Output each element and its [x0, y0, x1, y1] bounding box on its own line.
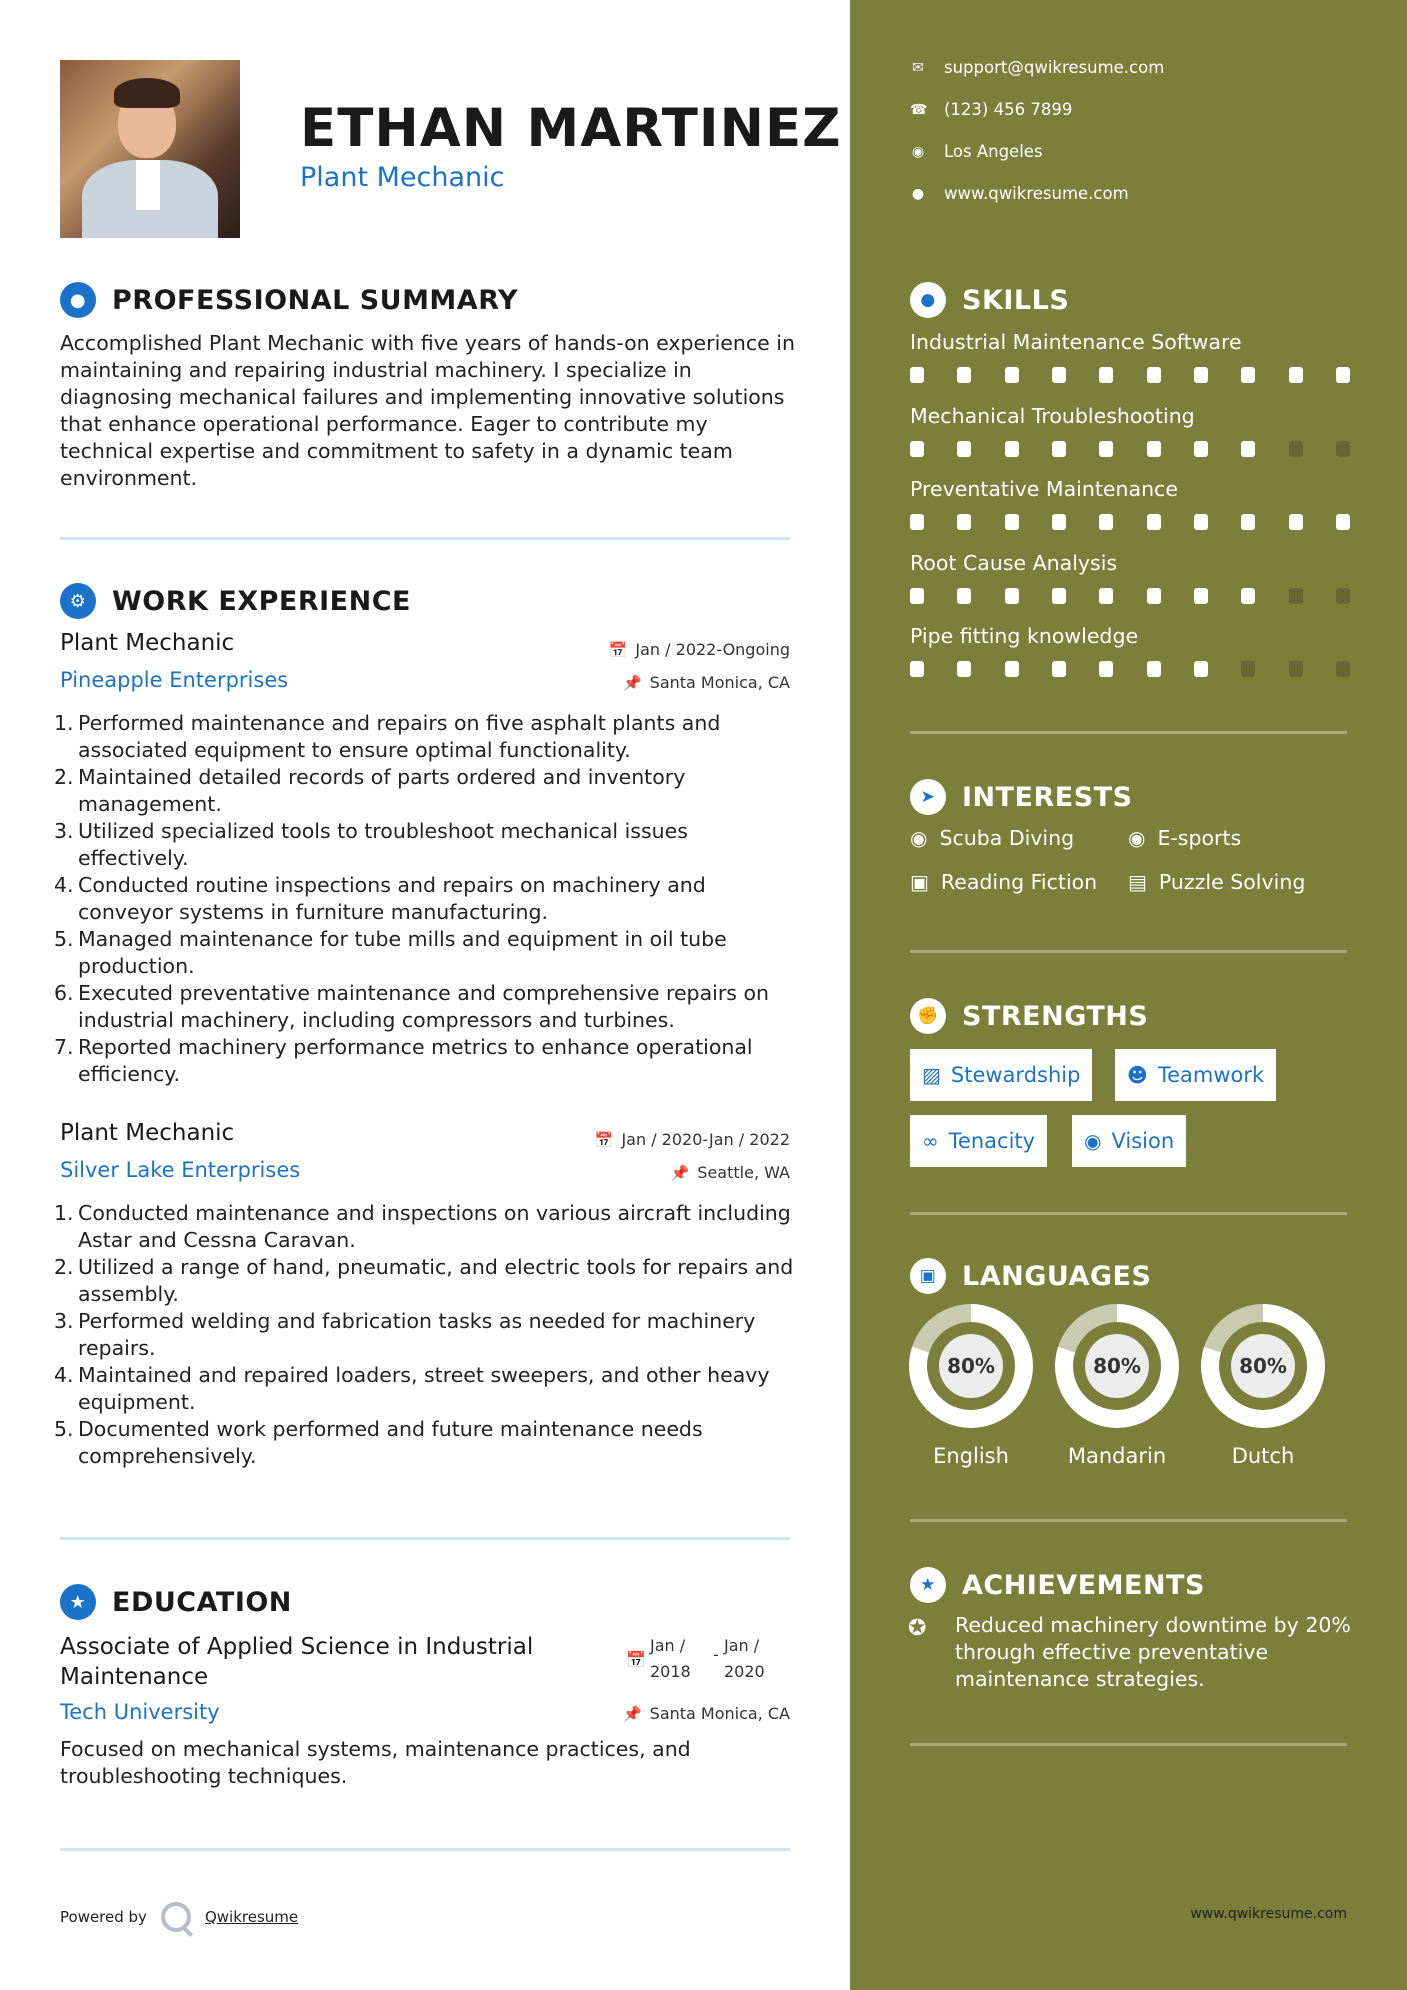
- skill-level-dots: [910, 588, 1350, 604]
- degree-name: Associate of Applied Science in Industrial Maintenance: [60, 1634, 534, 1690]
- edu-date-sep: -: [713, 1645, 719, 1664]
- book-icon: ▤: [1128, 870, 1147, 894]
- edu-start-month: Jan /: [650, 1636, 686, 1655]
- skill-dot-filled: [1147, 588, 1161, 604]
- summary-heading: [60, 282, 518, 318]
- list-item: 1. Conducted maintenance and inspections on various aircraft including Astar and Cessna Caravan.: [54, 1201, 791, 1252]
- skill-level-dots: [910, 367, 1350, 383]
- skill-dot-filled: [1052, 441, 1066, 457]
- strengths-title: STRENGTHS: [962, 1000, 1149, 1032]
- skill-dot-filled: [910, 588, 924, 604]
- achievements-title: ACHIEVEMENTS: [962, 1569, 1205, 1601]
- skill-dot-empty: [1336, 441, 1350, 457]
- contact-location-text: Los Angeles: [944, 142, 1043, 161]
- list-item: 4. Maintained and repaired loaders, street sweepers, and other heavy equipment.: [54, 1363, 770, 1414]
- skill-dot-filled: [1336, 514, 1350, 530]
- skill-dot-filled: [1241, 514, 1255, 530]
- interest-label: Puzzle Solving: [1158, 870, 1306, 894]
- language-name: Dutch: [1231, 1444, 1295, 1468]
- skill-dot-filled: [957, 514, 971, 530]
- skill-dot-filled: [1147, 441, 1161, 457]
- interest-item: [910, 826, 1074, 850]
- powered-by-label: Powered by: [60, 1908, 147, 1926]
- skill-dot-filled: [1194, 514, 1208, 530]
- company-name: Pineapple Enterprises: [60, 668, 289, 692]
- language-item: [1055, 1304, 1179, 1468]
- star-icon: ✪: [908, 1616, 927, 1641]
- job-location-text: Seattle, WA: [697, 1163, 790, 1182]
- skill-dot-filled: [1241, 441, 1255, 457]
- skill-dot-filled: [1194, 367, 1208, 383]
- divider: [60, 1848, 790, 1851]
- divider: [60, 537, 790, 540]
- calendar-icon: 📅: [626, 1650, 646, 1669]
- powered-by: [60, 1902, 298, 1932]
- skill-name: Root Cause Analysis: [910, 551, 1118, 575]
- skill-dot-filled: [1005, 514, 1019, 530]
- candidate-role: Plant Mechanic: [300, 162, 505, 193]
- users-icon: ☻: [1127, 1063, 1148, 1087]
- strength-badge: [1072, 1115, 1186, 1167]
- divider: [910, 1519, 1347, 1522]
- education-heading: [60, 1584, 292, 1620]
- interest-label: Scuba Diving: [939, 826, 1075, 850]
- phone-icon: ☎: [910, 101, 928, 118]
- language-percent: 80%: [1085, 1334, 1149, 1398]
- job-dates-text: Jan / 2022-Ongoing: [635, 640, 790, 659]
- achievement-text: Reduced machinery downtime by 20% through effective preventative maintenance strategies.: [955, 1613, 1351, 1691]
- skill-name: Industrial Maintenance Software: [910, 330, 1242, 354]
- skill-dot-filled: [1147, 661, 1161, 677]
- skill-dot-filled: [957, 441, 971, 457]
- job-bullets: [54, 1200, 798, 1470]
- interest-item: [1128, 826, 1241, 850]
- job-dates: [609, 640, 790, 659]
- experience-heading: [60, 583, 411, 619]
- star-badge-icon: ★: [910, 1567, 946, 1603]
- skill-dot-filled: [910, 367, 924, 383]
- job-dates: [595, 1130, 790, 1149]
- edu-start-year: 2018: [650, 1662, 691, 1681]
- experience-title: WORK EXPERIENCE: [112, 585, 411, 617]
- divider: [910, 1212, 1347, 1215]
- skill-dot-filled: [1099, 588, 1113, 604]
- strength-label: Vision: [1111, 1129, 1175, 1153]
- edu-end-month: Jan /: [724, 1636, 760, 1655]
- candidate-name: ETHAN MARTINEZ: [300, 98, 842, 159]
- contact-phone[interactable]: [910, 100, 1072, 119]
- job-location: [671, 1163, 790, 1182]
- list-item: 2. Maintained detailed records of parts ordered and inventory management.: [54, 765, 686, 816]
- edu-end: [724, 1633, 765, 1685]
- pin-icon: 📌: [622, 674, 642, 692]
- job-location: [623, 673, 790, 692]
- skill-name: Pipe fitting knowledge: [910, 624, 1139, 648]
- skill-dot-filled: [1147, 367, 1161, 383]
- achievements-heading: [910, 1567, 1205, 1603]
- skill-dot-filled: [1194, 441, 1208, 457]
- contact-phone-text: (123) 456 7899: [944, 100, 1073, 119]
- skill-dot-filled: [1099, 514, 1113, 530]
- skill-dot-filled: [1194, 588, 1208, 604]
- contact-location: [910, 142, 1043, 161]
- skill-dot-empty: [1241, 661, 1255, 677]
- skill-dot-filled: [1241, 367, 1255, 383]
- skill-level-dots: [910, 661, 1350, 677]
- languages-title: LANGUAGES: [962, 1260, 1152, 1292]
- job-location-text: Santa Monica, CA: [649, 673, 790, 692]
- job-title: Plant Mechanic: [60, 1120, 235, 1146]
- contact-website-text: www.qwikresume.com: [944, 184, 1129, 203]
- pin-icon: 📌: [670, 1164, 690, 1182]
- list-item: 2. Utilized a range of hand, pneumatic, and electric tools for repairs and assembly.: [54, 1255, 794, 1306]
- language-item: [909, 1304, 1033, 1468]
- languages-heading: [910, 1258, 1151, 1294]
- skill-dot-filled: [957, 661, 971, 677]
- skill-level-dots: [910, 514, 1350, 530]
- job-bullets: [54, 710, 798, 1088]
- list-item: 1. Performed maintenance and repairs on five asphalt plants and associated equipment to ensure optimal functionality.: [54, 711, 721, 762]
- skill-dot-filled: [957, 588, 971, 604]
- summary-title: PROFESSIONAL SUMMARY: [112, 284, 519, 316]
- strength-badge: [910, 1049, 1092, 1101]
- skill-dot-filled: [1289, 367, 1303, 383]
- globe-icon: ●: [911, 185, 925, 202]
- language-progress-ring: [909, 1304, 1033, 1428]
- divider: [910, 1743, 1347, 1746]
- gamepad-icon: ▣: [910, 870, 929, 894]
- list-item: 5. Managed maintenance for tube mills and equipment in oil tube production.: [54, 927, 727, 978]
- skill-dot-filled: [1005, 661, 1019, 677]
- strength-label: Teamwork: [1157, 1063, 1265, 1087]
- calendar-icon: 📅: [594, 1131, 614, 1149]
- interests-heading: [910, 779, 1133, 815]
- language-percent: 80%: [1231, 1334, 1295, 1398]
- binoculars-icon: ◉: [1084, 1129, 1102, 1153]
- user-tie-icon: ⚙: [60, 583, 96, 619]
- education-description: Focused on mechanical systems, maintenance practices, and troubleshooting techniques.: [60, 1737, 691, 1788]
- lifebuoy-icon: ◉: [910, 826, 928, 850]
- language-name: English: [933, 1444, 1009, 1468]
- language-percent: 80%: [939, 1334, 1003, 1398]
- edu-location: [623, 1704, 790, 1723]
- skill-dot-filled: [1099, 441, 1113, 457]
- language-progress-ring: [1201, 1304, 1325, 1428]
- qwikresume-link[interactable]: Qwikresume: [204, 1908, 299, 1926]
- strength-label: Tenacity: [948, 1129, 1036, 1153]
- interests-title: INTERESTS: [962, 781, 1133, 813]
- edu-end-year: 2020: [724, 1662, 765, 1681]
- graduation-cap-icon: ★: [60, 1584, 96, 1620]
- skill-name: Preventative Maintenance: [910, 477, 1178, 501]
- skill-dot-filled: [1147, 514, 1161, 530]
- summary-text: Accomplished Plant Mechanic with five years of hands-on experience in maintaining and repairing industrial machinery. I specialize in diagnosing mechanical failures and implementing innovative solutions that enhance operational performance. Eager to contribute my technical expertise and commitment to safety in a dynamic team environment.: [60, 331, 795, 490]
- briefcase-icon: ▨: [922, 1063, 941, 1087]
- skill-dot-empty: [1289, 661, 1303, 677]
- language-icon: ▣: [910, 1258, 946, 1294]
- skill-dot-filled: [1005, 588, 1019, 604]
- photo-shirt-shape: [136, 160, 160, 210]
- list-item: 6. Executed preventative maintenance and comprehensive repairs on industrial machinery, including compressors and turbines.: [54, 981, 769, 1032]
- skill-dot-filled: [1005, 441, 1019, 457]
- map-marker-icon: ◉: [911, 143, 925, 160]
- skills-title: SKILLS: [962, 284, 1070, 316]
- skill-dot-filled: [1052, 514, 1066, 530]
- school-name: Tech University: [60, 1700, 220, 1724]
- list-item: 3. Utilized specialized tools to troubleshoot mechanical issues effectively.: [54, 819, 688, 870]
- strength-badge: [910, 1115, 1047, 1167]
- edu-start: [650, 1633, 691, 1685]
- skill-dot-filled: [1005, 367, 1019, 383]
- skill-dot-filled: [1336, 367, 1350, 383]
- interest-item: [910, 870, 1097, 894]
- divider: [910, 950, 1347, 953]
- skill-dot-filled: [910, 441, 924, 457]
- job-title: Plant Mechanic: [60, 630, 235, 656]
- skill-dot-filled: [1099, 661, 1113, 677]
- skill-dot-empty: [1336, 661, 1350, 677]
- interest-label: Reading Fiction: [940, 870, 1098, 894]
- pin-icon: 📌: [622, 1705, 642, 1723]
- qwikresume-logo-icon: [161, 1902, 191, 1932]
- lightbulb-icon: ●: [910, 282, 946, 318]
- strength-badge: [1115, 1049, 1276, 1101]
- company-name: Silver Lake Enterprises: [60, 1158, 301, 1182]
- list-item: 3. Performed welding and fabrication tasks as needed for machinery repairs.: [54, 1309, 756, 1360]
- contact-website[interactable]: [910, 184, 1129, 203]
- language-progress-ring: [1055, 1304, 1179, 1428]
- footer-website[interactable]: www.qwikresume.com: [1190, 1906, 1347, 1922]
- job-dates-text: Jan / 2020-Jan / 2022: [621, 1130, 790, 1149]
- list-item: 7. Reported machinery performance metrics to enhance operational efficiency.: [54, 1035, 753, 1086]
- skill-dot-filled: [1052, 367, 1066, 383]
- skill-dot-filled: [957, 367, 971, 383]
- strengths-heading: [910, 998, 1148, 1034]
- divider: [60, 1537, 790, 1540]
- link-icon: ∞: [922, 1129, 939, 1153]
- photo-hair-shape: [114, 78, 180, 108]
- skill-dot-filled: [1099, 367, 1113, 383]
- edu-location-text: Santa Monica, CA: [649, 1704, 790, 1723]
- skill-dot-empty: [1289, 588, 1303, 604]
- skill-dot-filled: [910, 514, 924, 530]
- contact-email[interactable]: [910, 58, 1164, 77]
- language-item: [1201, 1304, 1325, 1468]
- interest-item: [1128, 870, 1305, 894]
- lifebuoy-icon: ◉: [1128, 826, 1146, 850]
- list-item: 5. Documented work performed and future maintenance needs comprehensively.: [54, 1417, 703, 1468]
- list-item: 4. Conducted routine inspections and repairs on machinery and conveyor systems in furniture manufacturing.: [54, 873, 706, 924]
- profile-photo: [60, 60, 240, 238]
- skill-dot-filled: [1052, 588, 1066, 604]
- skill-dot-filled: [1241, 588, 1255, 604]
- user-icon: ●: [60, 282, 96, 318]
- paper-plane-icon: ➤: [910, 779, 946, 815]
- skill-name: Mechanical Troubleshooting: [910, 404, 1195, 428]
- skill-dot-empty: [1289, 441, 1303, 457]
- divider: [910, 731, 1347, 734]
- contact-email-text: support@qwikresume.com: [944, 58, 1165, 77]
- skill-dot-empty: [1336, 588, 1350, 604]
- language-name: Mandarin: [1067, 1444, 1167, 1468]
- strength-label: Stewardship: [950, 1063, 1081, 1087]
- interest-label: E-sports: [1157, 826, 1242, 850]
- sidebar: [850, 0, 1407, 1990]
- skills-heading: [910, 282, 1069, 318]
- calendar-icon: 📅: [608, 641, 628, 659]
- skill-level-dots: [910, 441, 1350, 457]
- envelope-icon: ✉: [912, 59, 924, 76]
- skill-dot-filled: [1052, 661, 1066, 677]
- skill-dot-filled: [910, 661, 924, 677]
- fist-icon: ✊: [910, 998, 946, 1034]
- skill-dot-filled: [1289, 514, 1303, 530]
- education-title: EDUCATION: [112, 1586, 292, 1618]
- skill-dot-filled: [1194, 661, 1208, 677]
